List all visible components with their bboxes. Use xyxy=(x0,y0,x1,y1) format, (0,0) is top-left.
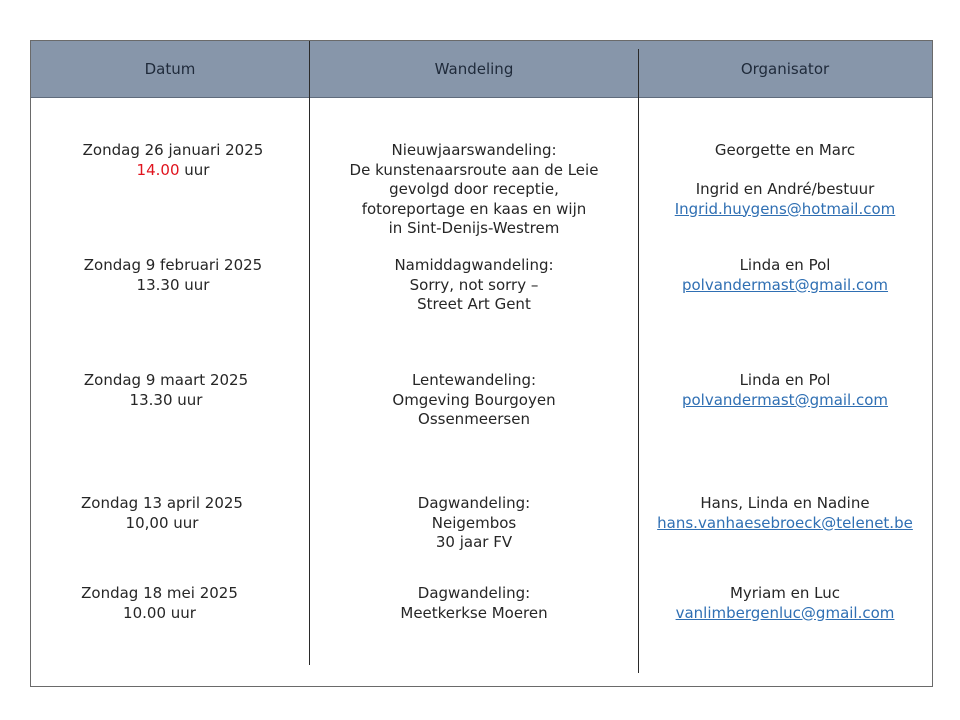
header-datum: Datum xyxy=(144,60,196,78)
header-organisator: Organisator xyxy=(740,60,830,78)
date-text: Zondag 18 mei 2025 xyxy=(81,584,238,602)
date-text: Zondag 26 januari 2025 xyxy=(82,141,264,159)
time-text: 10,00 uur xyxy=(125,513,199,532)
walk-line: Namiddagwandeling: xyxy=(394,256,554,274)
walk-cell xyxy=(310,584,638,623)
organizer-name: Linda en Pol xyxy=(739,371,831,389)
organizer-name: Georgette en Marc xyxy=(714,141,856,159)
walk-cell xyxy=(310,141,638,239)
email-link[interactable]: vanlimbergenluc@gmail.com xyxy=(675,603,895,622)
time-text: 13.30 uur xyxy=(136,275,210,294)
walk-line: fotoreportage en kaas en wijn xyxy=(361,199,587,218)
organizer-name: Linda en Pol xyxy=(739,256,831,274)
organizer-name: Myriam en Luc xyxy=(729,584,841,602)
email-link[interactable]: hans.vanhaesebroeck@telenet.be xyxy=(657,513,913,532)
table-header xyxy=(31,41,932,98)
walk-line: Lentewandeling: xyxy=(411,371,537,389)
walk-line: Meetkerkse Moeren xyxy=(400,603,548,622)
walk-line: Dagwandeling: xyxy=(417,584,531,602)
walk-line: Dagwandeling: xyxy=(417,494,531,512)
organizer-cell xyxy=(638,584,932,623)
walk-cell xyxy=(310,371,638,430)
walk-line: in Sint-Denijs-Westrem xyxy=(388,219,560,237)
date-cell xyxy=(31,256,315,295)
time-text: 13.30 uur xyxy=(129,390,203,409)
walk-line: Street Art Gent xyxy=(417,295,531,313)
email-link[interactable]: polvandermast@gmail.com xyxy=(681,275,889,294)
organizer-name: Hans, Linda en Nadine xyxy=(700,494,870,512)
walk-line: Ossenmeersen xyxy=(418,410,530,428)
walk-line: Neigembos xyxy=(431,513,517,532)
walk-line: Omgeving Bourgoyen xyxy=(392,390,556,409)
walk-line: 30 jaar FV xyxy=(435,533,513,551)
organizer-cell xyxy=(638,371,932,410)
walk-line: De kunstenaarsroute aan de Leie xyxy=(349,160,599,179)
organizer-cell xyxy=(638,494,932,533)
organizer-name: Ingrid en André/bestuur xyxy=(695,180,875,198)
time-text: 14.00 uur xyxy=(136,160,210,179)
walk-cell xyxy=(310,256,638,315)
date-cell xyxy=(31,584,288,623)
organizer-cell xyxy=(638,256,932,295)
date-text: Zondag 9 maart 2025 xyxy=(83,371,249,389)
date-text: Zondag 13 april 2025 xyxy=(81,494,243,512)
date-cell xyxy=(31,371,301,410)
email-link[interactable]: polvandermast@gmail.com xyxy=(681,390,889,409)
walk-cell xyxy=(310,494,638,553)
time-text: 10.00 uur xyxy=(123,603,196,622)
walk-line: Sorry, not sorry – xyxy=(409,275,539,294)
header-wandeling: Wandeling xyxy=(434,60,514,78)
date-cell xyxy=(31,494,293,533)
schedule-table xyxy=(30,40,933,687)
time-highlight: 14.00 xyxy=(136,160,180,179)
walk-line: gevolgd door receptie, xyxy=(389,180,559,198)
organizer-cell xyxy=(638,141,932,219)
email-link[interactable]: Ingrid.huygens@hotmail.com xyxy=(674,199,896,218)
spacer xyxy=(638,161,932,181)
column-divider xyxy=(309,41,310,665)
walk-line: Nieuwjaarswandeling: xyxy=(391,141,557,159)
date-cell xyxy=(31,141,315,180)
date-text: Zondag 9 februari 2025 xyxy=(83,256,263,274)
